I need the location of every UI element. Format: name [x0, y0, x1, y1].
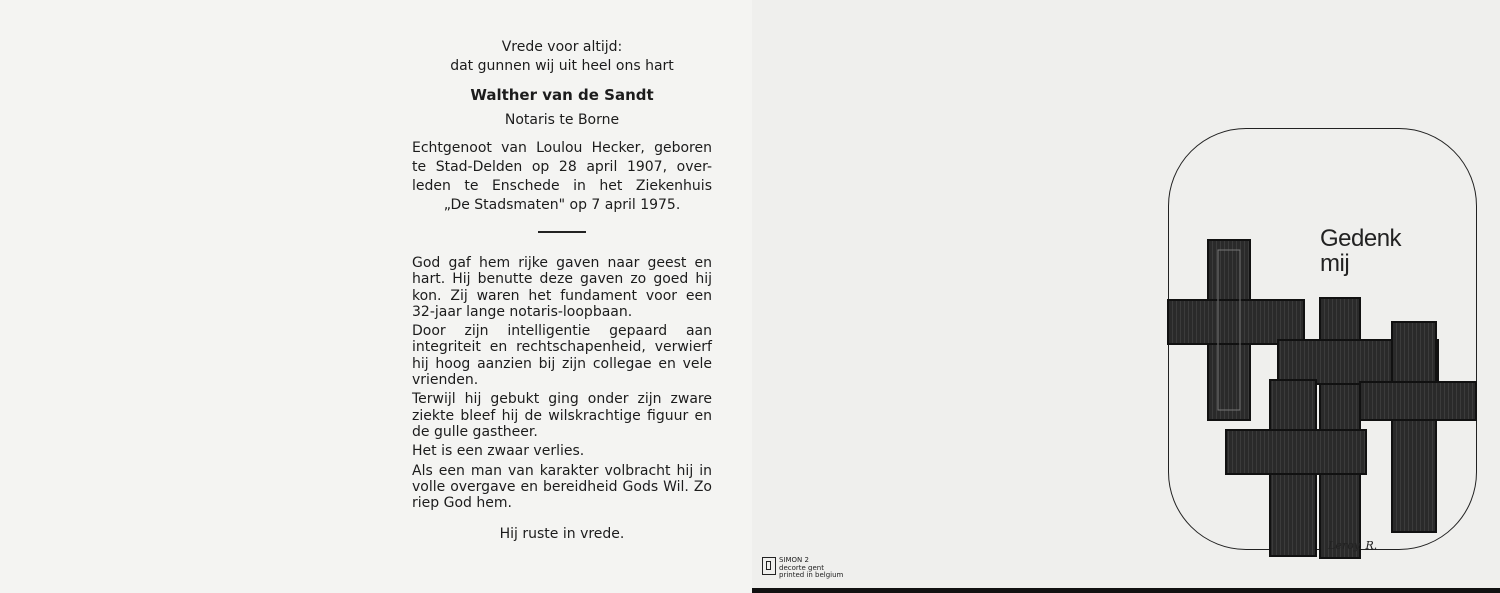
divider	[538, 231, 586, 233]
bio-line: leden te Enschede in het Ziekenhuis	[412, 178, 712, 194]
eulogy-paragraph: Als een man van karakter volbracht hij in volle overgave en bereidheid Gods Wil. Zo riep God hem.	[412, 462, 712, 512]
imprint-text	[779, 557, 843, 580]
artist-signature: Leroy. R.	[1328, 539, 1378, 552]
bio-line: te Stad-Delden op 28 april 1907, over-	[412, 159, 712, 175]
printer-imprint	[762, 557, 843, 580]
biography	[412, 139, 712, 215]
memorial-text	[412, 38, 712, 544]
closing-line: Hij ruste in vrede.	[499, 526, 625, 543]
eulogy-paragraph: Terwijl hij gebukt ging onder zijn zware ziekte bleef hij de wilskrachtige figuur en de gulle gastheer.	[412, 391, 712, 440]
deceased-name: Walther van de Sandt	[470, 86, 654, 104]
eulogy	[412, 255, 712, 511]
imprint-line: printed in belgium	[779, 571, 844, 579]
bio-line: „De Stadsmaten" op 7 april 1975.	[443, 197, 681, 213]
bottom-rule	[752, 588, 1500, 593]
eulogy-paragraph: Door zijn intelligentie gepaard aan integriteit en rechtschapenheid, verwierf hij hoog aanzien bij zijn collegae en vele vrienden.	[412, 323, 712, 389]
profession: Notaris te Borne	[504, 112, 620, 128]
printer-logo-icon	[762, 557, 776, 575]
motto-line-1: Vrede voor altijd:	[501, 39, 623, 55]
imprint-line: decorte gent	[779, 563, 824, 572]
bio-line: Echtgenoot van Loulou Hecker, geboren	[412, 140, 712, 156]
crosses-icon	[1160, 230, 1490, 560]
eulogy-paragraph: Het is een zwaar verlies.	[412, 443, 585, 460]
cover-title-line: Gedenk	[1320, 225, 1402, 252]
motto-line-2: dat gunnen wij uit heel ons hart	[450, 58, 674, 74]
eulogy-paragraph: God gaf hem rijke gaven naar geest en hart. Hij benutte deze gaven zo goed hij kon. Zij waren het fundament voor een 32-jaar lange notaris-loopbaan.	[412, 255, 712, 320]
imprint-line: SIMON 2	[779, 556, 809, 564]
cover-title-line: mij	[1320, 250, 1350, 277]
